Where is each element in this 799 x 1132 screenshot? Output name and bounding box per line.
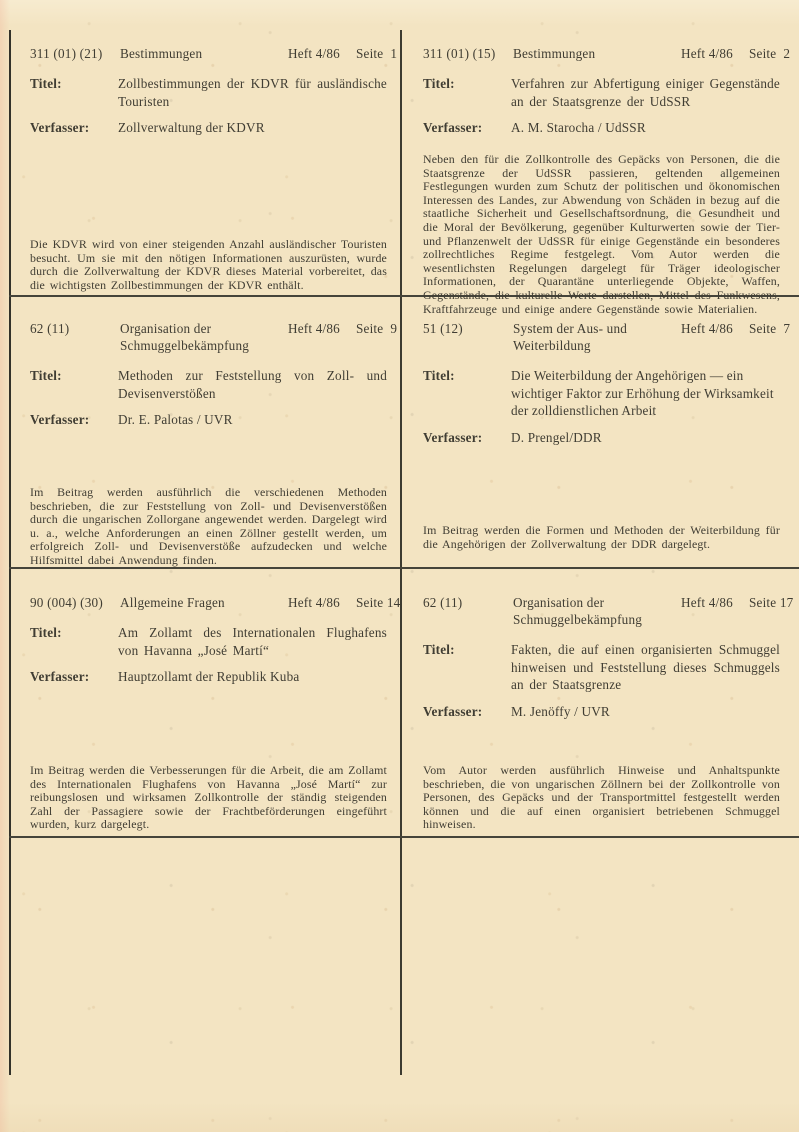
issue-label: Heft 4/86 xyxy=(681,595,733,610)
author-field-label: Verfasser: xyxy=(423,429,483,445)
abstract-text: Die KDVR wird von einer steigenden Anzahl ausländischer Touristen besucht. Um sie mit den nötigen Informationen auszurüsten, wurde durch die Zollverwaltung der KDVR dieses Material vorbereitet, das die wichtigsten Zollbestimmungen der KDVR enthält. xyxy=(30,237,387,292)
empty-card-cell-right xyxy=(400,836,799,1075)
card-header xyxy=(423,594,794,628)
title-field xyxy=(423,75,780,110)
classification-code: 90 (004) (30) xyxy=(30,595,103,610)
classification-code: 62 (11) xyxy=(30,321,70,336)
author-field-label: Verfasser: xyxy=(30,120,90,135)
title-field xyxy=(30,367,387,402)
title-value: Fakten, die auf einen organisierten Schmuggel hinweisen und Feststellung dieses Schmuggels an der Staatsgrenze xyxy=(511,642,780,692)
classification-code: 311 (01) (15) xyxy=(423,46,496,61)
title-field-label: Titel: xyxy=(423,76,455,91)
title-field-label: Titel: xyxy=(423,642,455,657)
classification-code: 51 (12) xyxy=(423,321,463,336)
card-header xyxy=(423,45,791,62)
author-value: D. Prengel/DDR xyxy=(511,429,602,445)
title-value: Die Weiterbildung der Angehörigen — ein wichtiger Faktor zur Erhöhung der Wirksamkeit der zolldienstlichen Arbeit xyxy=(511,368,774,418)
abstract-text: Im Beitrag werden die Formen und Methoden der Weiterbildung für die Angehörigen der Zollverwaltung der DDR dargelegt. xyxy=(423,523,780,551)
author-value: Dr. E. Palotas / UVR xyxy=(118,412,233,427)
author-field-label: Verfasser: xyxy=(30,669,90,684)
title-value: Am Zollamt des Internationalen Flughafens von Havanna „José Martí“ xyxy=(118,625,387,658)
card-header xyxy=(30,594,401,611)
page-number-label: Seite 1 xyxy=(355,46,398,61)
author-field xyxy=(423,119,780,137)
title-value: Zollbestimmungen der KDVR für ausländische Touristen xyxy=(118,76,387,109)
title-field xyxy=(30,75,387,110)
category-label: Bestimmungen xyxy=(513,46,596,61)
title-field-label: Titel: xyxy=(30,76,62,91)
author-field xyxy=(30,119,387,137)
empty-card-cell-left xyxy=(9,836,400,1075)
index-card xyxy=(9,568,400,836)
author-field-label: Verfasser: xyxy=(423,120,483,135)
card-header xyxy=(423,320,791,354)
issue-label: Heft 4/86 xyxy=(288,595,340,610)
issue-label: Heft 4/86 xyxy=(681,46,733,61)
issue-label: Heft 4/86 xyxy=(288,321,340,336)
abstract-text: Vom Autor werden ausführlich Hinweise und Anhaltspunkte beschrieben, die von ungarischen Zöllnern bei der Zollkontrolle von Personen, des Gepäcks und der Transportmittel festgestellt werden können und die auf einen organisiert betriebenen Schmuggel hinweisen. xyxy=(423,763,780,832)
classification-code: 62 (11) xyxy=(423,595,463,610)
page-number-label: Seite 14 xyxy=(355,595,401,610)
page-number-label: Seite 9 xyxy=(355,321,398,336)
category-label: Bestimmungen xyxy=(120,46,203,61)
author-value: M. Jenöffy / UVR xyxy=(511,703,610,719)
index-card xyxy=(9,30,400,295)
title-value: Methoden zur Feststellung von Zoll- und Devisenverstößen xyxy=(118,368,387,401)
issue-label: Heft 4/86 xyxy=(288,46,340,61)
card-header xyxy=(30,320,398,354)
title-field-label: Titel: xyxy=(423,368,455,383)
page-number-label: Seite 17 xyxy=(748,595,794,610)
title-field-label: Titel: xyxy=(30,625,62,640)
index-card xyxy=(400,30,791,316)
author-field-label: Verfasser: xyxy=(30,412,90,427)
author-value: Zollverwaltung der KDVR xyxy=(118,120,265,135)
author-field-label: Verfasser: xyxy=(423,703,483,719)
category-label: Organisation der Schmuggelbekämpfung xyxy=(513,595,643,627)
title-field xyxy=(423,641,780,694)
page-number-label: Seite 7 xyxy=(748,321,791,336)
abstract-text: Im Beitrag werden die Verbesserungen für die Arbeit, die am Zollamt des Internationalen Flughafens von Havanna „José Martí“ zur reibungslosen und wirksamen Zollkontrolle der ständig steigenden Zahl der Passagiere sowie der Frachtbeförderungen eingeführt wurden, kurz dargelegt. xyxy=(30,763,387,832)
author-value: A. M. Starocha / UdSSR xyxy=(511,120,646,135)
category-label: System der Aus- und Weiterbildung xyxy=(513,321,628,353)
abstract-text: Neben den für die Zollkontrolle des Gepäcks von Personen, die die Staatsgrenze der UdSSR passieren, geltenden allgemeinen Festlegungen wurden zum Schutz der politischen und ökonomischen Interessen des Landes, zur Abwendung von Schäden in bezug auf die staatliche Sicherheit und Gesellschaftsordnung, die Gesundheit und die Moral der Bevölkerung, gegenüber Kulturwerten sowie der Tier- und Pflanzenwelt der UdSSR für einige Gegenstände ein besonderes zollrechtliches Regime festgelegt. Vom Autor werden die wesentlichsten Regelungen dargelegt für Träger ideologischer Informationen, der Quarantäne unterliegende Objekte, Waffen, Gegenstände, die kulturelle Werte darstellen, Mittel des Funkwesens, Kraftfahrzeuge und einige andere Gegenstände sowie Materialien. xyxy=(423,152,780,316)
abstract-text: Im Beitrag werden ausführlich die verschiedenen Methoden beschrieben, die zur Feststellung von Zoll- und Devisenverstößen durch die ungarischen Zollorgane angewendet werden. Dargelegt wird u. a., welche Anforderungen an einen Zöllner gestellt werden, um erfolgreich Zoll- und Devisenverstöße aufzudecken und welche Hilfsmittel dabei Anwendung finden. xyxy=(30,485,387,567)
index-card xyxy=(9,296,400,567)
author-field xyxy=(423,429,780,447)
title-value: Verfahren zur Abfertigung einiger Gegenstände an der Staatsgrenze der UdSSR xyxy=(511,76,780,109)
author-field xyxy=(30,411,387,429)
index-card xyxy=(400,296,791,567)
author-value: Hauptzollamt der Republik Kuba xyxy=(118,669,300,684)
title-field xyxy=(423,367,780,420)
title-field-label: Titel: xyxy=(30,368,62,383)
issue-label: Heft 4/86 xyxy=(681,321,733,336)
author-field xyxy=(30,668,387,686)
index-card xyxy=(400,568,794,836)
category-label: Allgemeine Fragen xyxy=(120,595,225,610)
author-field xyxy=(423,703,780,721)
category-label: Organisation der Schmuggelbekämpfung xyxy=(120,321,250,353)
page-number-label: Seite 2 xyxy=(748,46,791,61)
card-header xyxy=(30,45,398,62)
classification-code: 311 (01) (21) xyxy=(30,46,103,61)
title-field xyxy=(30,624,387,659)
